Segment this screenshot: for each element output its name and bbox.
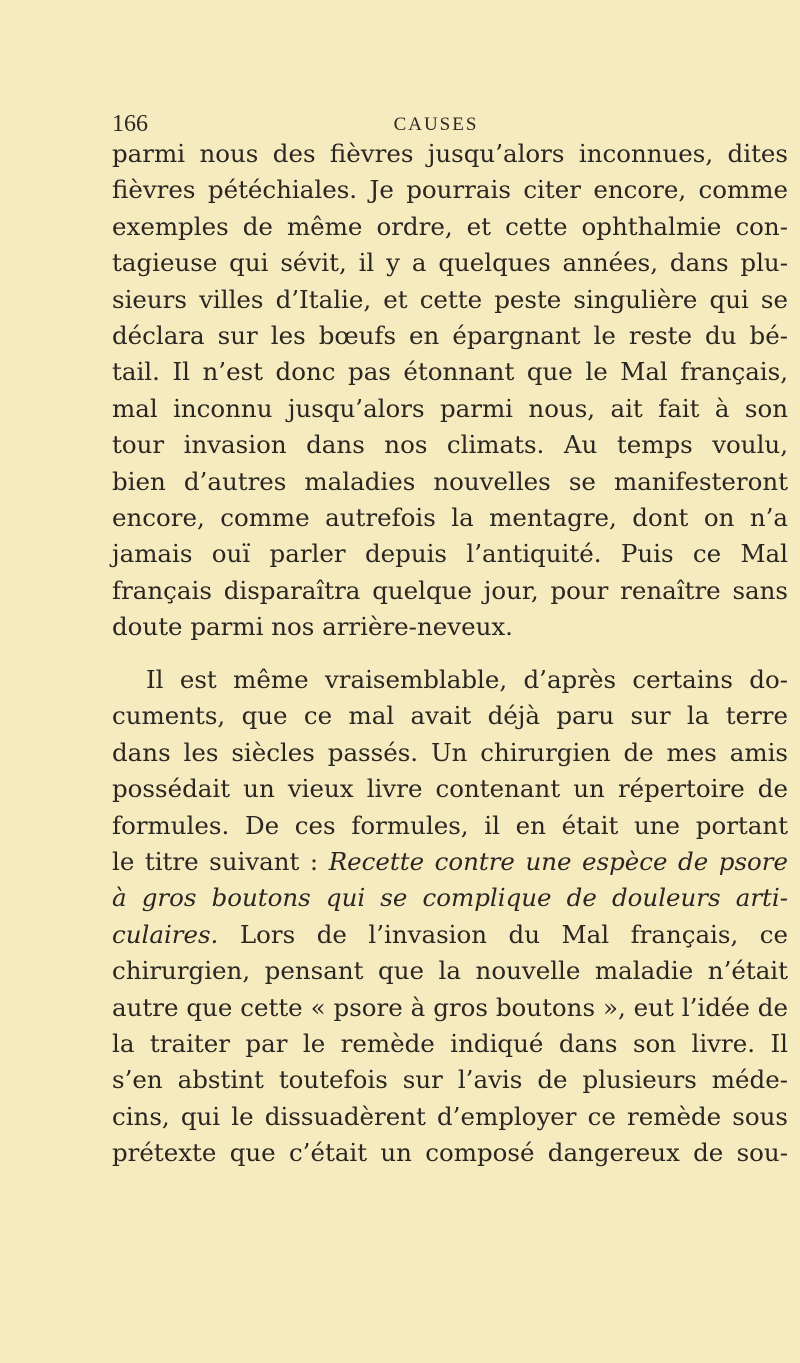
text-line: chirurgien, pensant que la nouvelle maladie n’était [112,956,788,986]
page-bottom-margin [0,1170,800,1363]
text-line: autre que cette « psore à gros boutons », eut l’idée de [112,992,788,1022]
text-line: français disparaîtra quelque jour, pour renaître sans [112,575,788,605]
text-line: tagieuse qui sévit, il y a quelques années, dans plu- [112,248,788,278]
text-line-italic [112,880,788,916]
page-number: 166 [112,111,148,137]
italic-title: à gros boutons qui se complique de douleurs arti- [112,883,788,913]
text-line: cuments, que ce mal avait déjà paru sur la terre [112,701,788,731]
text-line: mal inconnu jusqu’alors parmi nous, ait fait à son [112,393,788,423]
text-line: déclara sur les bœufs en épargnant le reste du bé- [112,320,788,350]
italic-title: culaires. [112,919,219,949]
text-line-with-italic [112,844,788,880]
text-line: possédait un vieux livre contenant un répertoire de [112,774,788,804]
text-line: formules. De ces formules, il en était une portant [112,810,788,840]
text-line: tail. Il n’est donc pas étonnant que le Mal français, [112,357,788,387]
text-line: dans les siècles passés. Un chirurgien de mes amis [112,737,788,767]
text-line: la traiter par le remède indiqué dans son livre. Il [112,1028,788,1058]
paragraph-1 [112,136,788,645]
paragraph-2 [112,662,788,1171]
text-line: s’en abstint toutefois sur l’avis de plusieurs méde- [112,1065,788,1095]
text-line-with-italic [112,917,788,953]
text-segment: Lors de l’invasion du Mal français, ce [218,919,788,949]
text-line: fièvres pétéchiales. Je pourrais citer encore, comme [112,175,788,205]
text-line: sieurs villes d’Italie, et cette peste singulière qui se [112,284,788,314]
text-segment: le titre suivant : [112,846,329,876]
text-line: doute parmi nos arrière-neveux. [112,612,513,642]
text-line: parmi nous des fièvres jusqu’alors inconnues, dites [112,139,788,168]
text-line: jamais ouï parler depuis l’antiquité. Puis ce Mal [112,539,788,569]
text-line: bien d’autres maladies nouvelles se manifesteront [112,466,788,496]
text-line: exemples de même ordre, et cette ophthalmie con- [112,211,788,241]
text-line: encore, comme autrefois la mentagre, dont on n’a [112,502,788,532]
text-line: prétexte que c’était un composé dangereux de sou- [112,1138,788,1168]
text-line: Il est même vraisemblable, d’après certains do- [146,665,788,694]
section-title: CAUSES [393,114,479,135]
text-line: cins, qui le dissuadèrent d’employer ce remède sous [112,1101,788,1131]
italic-title: Recette contre une espèce de psore [328,846,788,876]
text-line: tour invasion dans nos climats. Au temps voulu, [112,430,788,460]
